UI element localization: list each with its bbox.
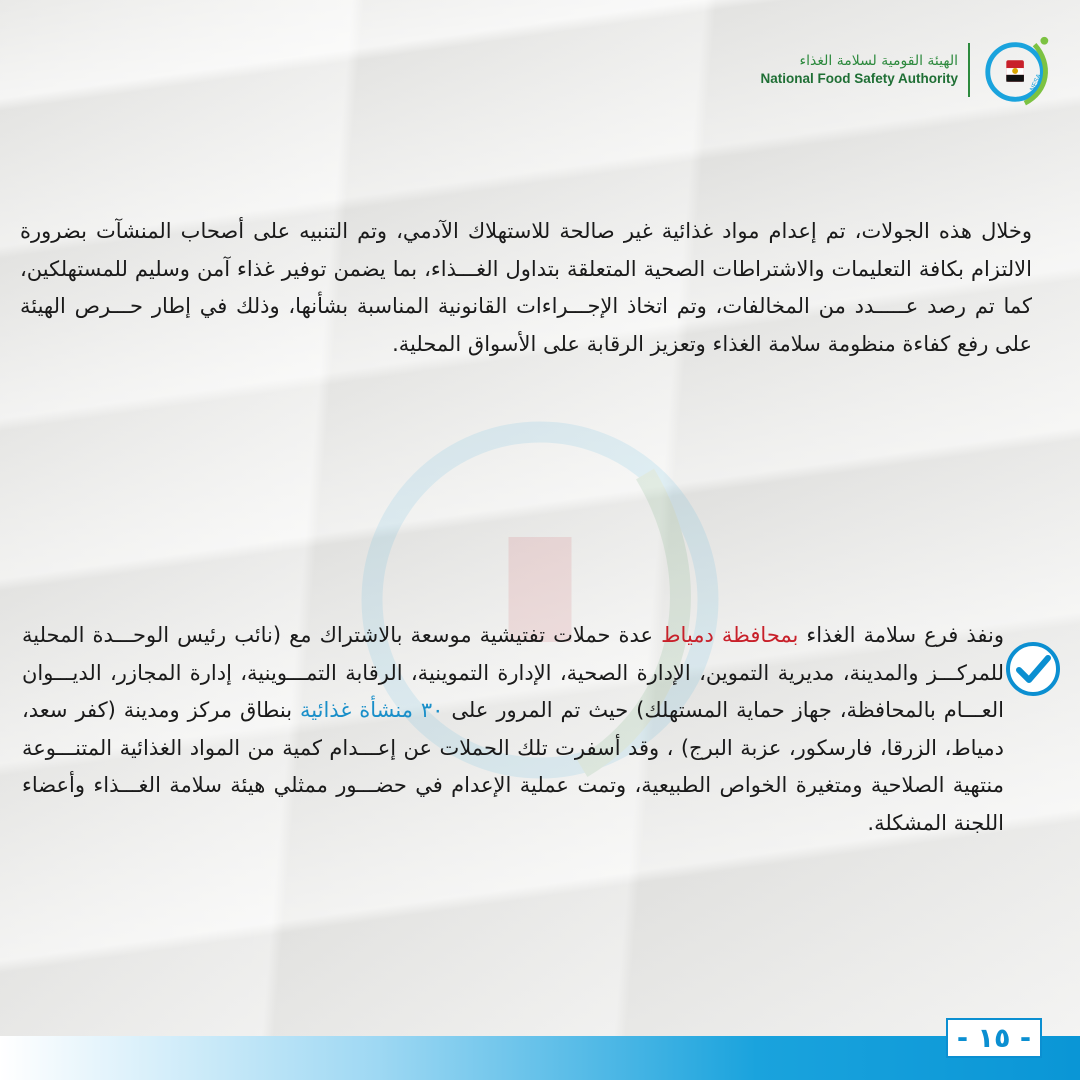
logo-text bbox=[760, 52, 958, 88]
header-logo bbox=[760, 30, 1058, 110]
logo-arabic-name: الهيئة القومية لسلامة الغذاء bbox=[799, 53, 958, 69]
paragraph2-part2: عدة حملات تفتيشية موسعة بالاشتراك مع (نائب رئيس الوحـــدة المحلية للمركـــز والمدينة، مديرية التموين، الإدارة الصحية، الإدارة التموينية، الرقابة التمـــوينية، إدارة المجازر، الديـــوان العـــام بالمحافظة، جهاز حماية المستهلك) حيث تم المرور على bbox=[22, 623, 1004, 722]
highlight-facilities-count: ٣٠ منشأة غذائية bbox=[300, 698, 444, 722]
paragraph-inspection-results: وخلال هذه الجولات، تم إعدام مواد غذائية غير صالحة للاستهلاك الآدمي، وتم التنبيه على أصحاب المنشآت بضرورة الالتزام بكافة التعليمات والاشتراطات الصحية المتعلقة بتداول الغـــذاء، بما يضمن توفير غذاء آمن وسليم للمستهلكين، كما تم رصد عـــــدد من المخالفات، وتم اتخاذ الإجـــراءات القانونية المناسبة بشأنها، وذلك في إطار حـــرص الهيئة على رفع كفاءة منظومة سلامة الغذاء وتعزيز الرقابة على الأسواق المحلية. bbox=[20, 219, 1032, 356]
logo-english-name: National Food Safety Authority bbox=[760, 71, 958, 86]
logo-badge-text: NFSA bbox=[1029, 72, 1044, 93]
paragraph2-part1: ونفذ فرع سلامة الغذاء bbox=[798, 623, 1004, 647]
paragraph-damietta-campaigns bbox=[22, 617, 1004, 842]
logo-divider bbox=[968, 43, 970, 97]
highlight-governorate: بمحافظة دمياط bbox=[661, 623, 799, 647]
check-circle-icon bbox=[1004, 640, 1062, 698]
footer-bar bbox=[0, 1036, 1080, 1080]
paragraph2-part3: بنطاق مركز ومدينة (كفر سعد، دمياط، الزرقا، فارسكور، عزبة البرج) ، وقد أسفرت تلك الحملات عن إعـــدام كمية من المواد الغذائية المتنـــوعة منتهية الصلاحية ومتغيرة الخواص الطبيعية، وتمت عملية الإعدام في حضـــور ممثلي هيئة سلامة الغـــذاء وأعضاء اللجنة المشكلة. bbox=[22, 698, 1004, 835]
page-number: - ١٥ - bbox=[946, 1018, 1042, 1058]
nfsa-logo-icon bbox=[980, 31, 1058, 109]
